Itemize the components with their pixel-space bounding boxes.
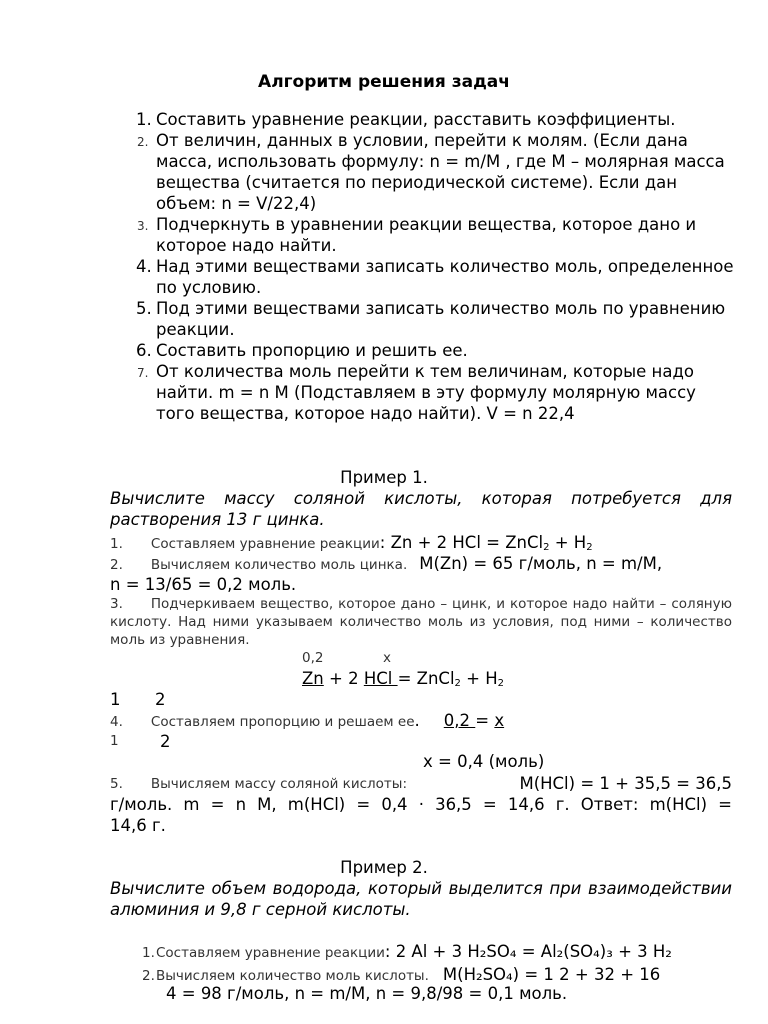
example1-step2: 2. Вычисляем количество моль цинка. M(Zn) = 65 г/моль, n = m/M, [110,554,663,573]
example2-task: Вычислите объем водорода, который выделится при взаимодействии алюминия и 9,8 г серной кислоты. [110,879,732,919]
example1-reaction-equation: Zn + 2 HCl = ZnCl$_2$ + $H_2$ [302,669,505,689]
algorithm-step: 1. Составить уравнение реакции, расставить коэффициенты. [136,110,676,129]
proportion-denominator-1: 1 [110,733,119,749]
example2-heading: Пример 2. [340,858,428,877]
example2-steps-list [142,941,742,987]
example1-step2-result: n = 13/65 = 0,2 моль. [110,575,297,594]
example2-step: 1. Составляем уравнение реакции: 2 Al + 3 H₂SO₄ = Al₂(SO₄)₃ + 3 H₂ [142,942,672,961]
algorithm-step: 6. Составить пропорцию и решить ее. [136,341,468,360]
example1-step5-line2: г/моль. m = n M, m(HCl) = 0,4 · 36,5 = 14,6 г. Ответ: m(HCl) = [110,795,732,814]
algorithm-step: 2. От величин, данных в условии, перейти к молям. (Если дана масса, использовать формулу: n = m/M , где М – молярная масса вещества (считается по периодической системе). Если дан объем: n = V/22,4) [137,131,725,213]
below-zn-coefficient: 1 [110,690,121,709]
example1-proportion-result: x = 0,4 (моль) [423,752,545,771]
algorithm-step: 7. От количества моль перейти к тем величинам, которые надо найти. m = n M (Подставляем в эту формулу молярную массу того вещества, которое надо найти). V = n 22,4 [137,362,696,423]
example1-step3: 3. Подчеркиваем вещество, которое дано – цинк, и которое надо найти – соляную кислоту. Над ними указываем количество моль из условия, под ними – количество моль из уравнения. [110,596,732,648]
proportion-denominator-2: 2 [160,732,171,751]
page-title: Алгоритм решения задач [258,72,510,92]
algorithm-step: 3. Подчеркнуть в уравнении реакции вещества, которое дано и которое надо найти. [137,215,697,255]
example1-step1: 1. Составляем уравнение реакции: Zn + 2 HCl = ZnCl$_2$ + $H_2$ [110,533,593,553]
example1-heading: Пример 1. [340,468,428,487]
algorithm-step: 4. Над этими веществами записать количество моль, определенное по условию. [136,257,734,297]
algorithm-step: 5. Под этими веществами записать количество моль по уравнению реакции. [136,299,726,339]
example2-step2-line2: 4 = 98 г/моль, n = m/M, n = 9,8/98 = 0,1 моль. [166,984,568,1003]
algorithm-steps-list [136,109,736,424]
example1-answer-value: 14,6 г. [110,816,166,835]
example1-task: Вычислите массу соляной кислоты, которая потребуется для растворения 13 г цинка. [110,489,732,529]
example2-step: 2. Вычисляем количество моль кислоты. M(H₂SO₄) = 1 2 + 32 + 16 [142,965,661,984]
above-hcl-amount: x [383,650,391,666]
above-zn-amount: 0,2 [302,650,324,666]
below-hcl-coefficient: 2 [155,690,166,709]
example1-step4: 4. Составляем пропорцию и решаем ее. 0,2 = x [110,711,505,730]
example1-step5: 5. Вычисляем массу соляной кислоты: M(HCl) = 1 + 35,5 = 36,5 [110,774,732,793]
